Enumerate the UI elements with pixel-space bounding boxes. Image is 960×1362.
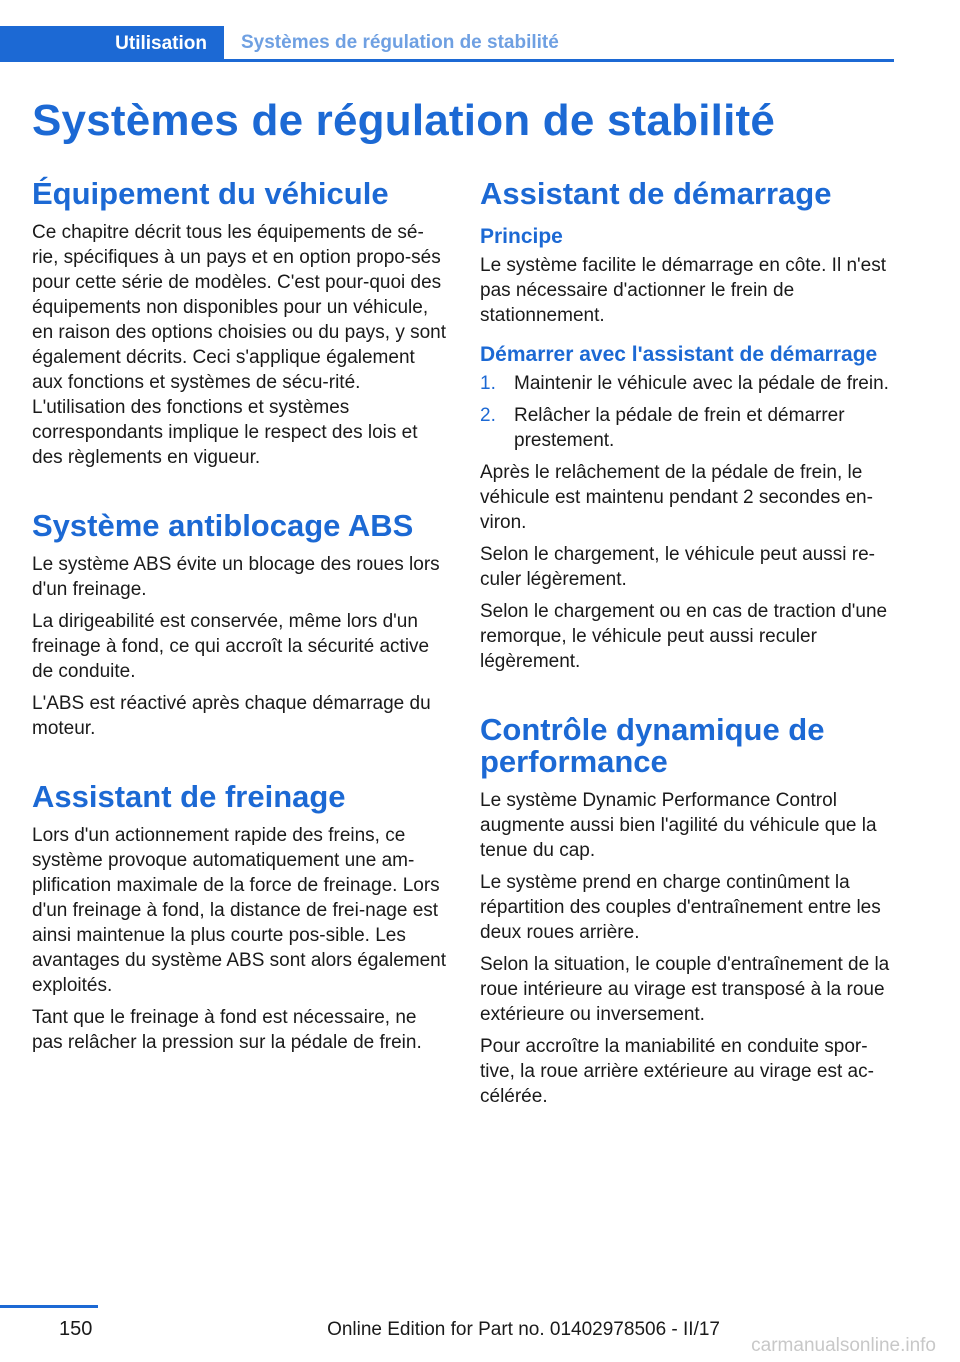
tab-utilisation[interactable]: Utilisation [0,26,224,62]
section-assistant-demarrage [480,178,896,674]
paragraph: Ce chapitre décrit tous les équipements de sé‐rie, spécifiques à un pays et en option propo‐sés pour cette série de modèles. C'est pour‐quoi des équipements non disponibles pour un véhicule, en raison des options choisies ou du pays, y sont également décrits. Ceci s'applique également aux fonctions et systèmes de sécu‐rité. L'utilisation des fonctions et systèmes correspondants implique le respect des lois et des règlements en vigueur. [32,222,447,468]
list-item [480,371,896,396]
watermark: carmanualsonline.info [751,1335,936,1356]
header-divider [0,59,894,62]
paragraph: Selon le chargement ou en cas de traction d'une remorque, le véhicule peut aussi reculer légèrement. [480,601,888,672]
list-item [480,403,896,453]
footer-rule [0,1305,98,1308]
step-text: Maintenir le véhicule avec la pédale de frein. [514,373,889,394]
header-bar [0,26,894,62]
paragraph: Lors d'un actionnement rapide des freins, ce système provoque automatiquement une am‐plification maximale de la force de freinage. Lors d'un freinage à fond, la distance de frei‐nage est ainsi maintenue la plus courte pos‐sible. Les avantages du système ABS sont alors également exploités. [32,825,447,996]
section-abs [32,510,450,741]
right-column [480,178,896,1149]
section-title: Équipement du véhicule [32,176,389,211]
paragraph: Pour accroître la maniabilité en conduite spor‐tive, la roue arrière extérieure au virage est ac‐célérée. [480,1036,874,1107]
step-number: 1. [480,373,496,394]
section-title: Contrôle dynamique de performance [480,712,825,779]
step-number: 2. [480,405,496,426]
paragraph: Tant que le freinage à fond est nécessaire, ne pas relâcher la pression sur la pédale de frein. [32,1007,422,1053]
paragraph: Le système prend en charge continûment la répartition des couples d'entraînement entre les deux roues arrière. [480,872,881,943]
steps-list [480,371,896,453]
paragraph: Le système facilite le démarrage en côte. Il n'est pas nécessaire d'actionner le frein de stationnement. [480,255,886,326]
subsection-title: Principe [480,225,563,248]
section-assistant-freinage [32,781,450,1055]
section-title: Système antiblocage ABS [32,508,414,543]
paragraph: Selon le chargement, le véhicule peut aussi re‐culer légèrement. [480,544,876,590]
section-controle-dynamique [480,714,896,1109]
section-title: Assistant de freinage [32,779,346,814]
paragraph: Le système ABS évite un blocage des roues lors d'un freinage. [32,554,440,600]
breadcrumb[interactable]: Systèmes de régulation de stabilité [241,32,559,53]
page-number: 150 [59,1318,93,1340]
page-title: Systèmes de régulation de stabilité [32,96,776,145]
paragraph: L'ABS est réactivé après chaque démarrage du moteur. [32,693,431,739]
section-equipement [32,178,450,470]
paragraph: Le système Dynamic Performance Control augmente aussi bien l'agilité du véhicule que la tenue du cap. [480,790,877,861]
subsection-title: Démarrer avec l'assistant de démarrage [480,343,878,366]
paragraph: Après le relâchement de la pédale de frein, le véhicule est maintenu pendant 2 secondes en‐viron. [480,462,873,533]
edition-note: Online Edition for Part no. 01402978506 - II/17 [327,1319,720,1340]
section-title: Assistant de démarrage [480,176,832,211]
left-column [32,178,450,1095]
paragraph: La dirigeabilité est conservée, même lors d'un freinage à fond, ce qui accroît la sécurité active de conduite. [32,611,430,682]
step-text: Relâcher la pédale de frein et démarrer prestement. [514,405,845,451]
paragraph: Selon la situation, le couple d'entraînement de la roue intérieure au virage est transposé à la roue extérieure ou inversement. [480,954,890,1025]
